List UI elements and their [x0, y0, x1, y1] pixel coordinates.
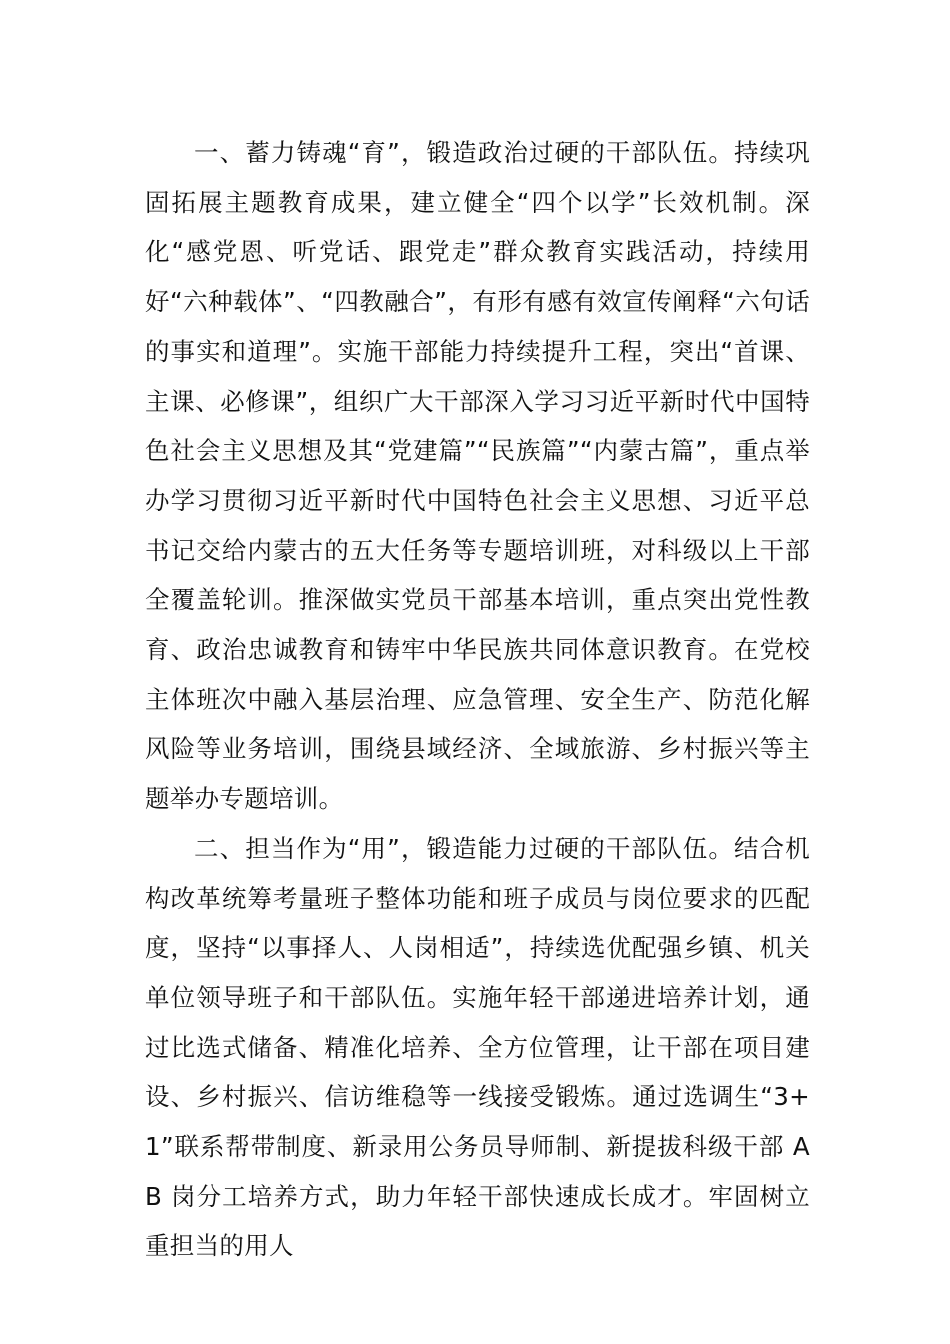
document-body — [145, 128, 810, 1271]
paragraph-appointment: 二、担当作为“用”，锻造能力过硬的干部队伍。结合机构改革统筹考量班子整体功能和班子成员与岗位要求的匹配度，坚持“以事择人、人岗相适”，持续选优配强乡镇、机关单位领导班子和干部队伍。实施年轻干部递进培养计划，通过比选式储备、精准化培养、全方位管理，让干部在项目建设、乡村振兴、信访维稳等一线接受锻炼。通过选调生“3+1”联系帮带制度、新录用公务员导师制、新提拔科级干部 AB 岗分工培养方式，助力年轻干部快速成长成才。牢固树立重担当的用人 — [145, 833, 810, 1261]
paragraph-cultivation: 一、蓄力铸魂“育”，锻造政治过硬的干部队伍。持续巩固拓展主题教育成果，建立健全“四个以学”长效机制。深化“感党恩、听党话、跟党走”群众教育实践活动，持续用好“六种载体”、“四教融合”，有形有感有效宣传阐释“六句话的事实和道理”。实施干部能力持续提升工程，突出“首课、主课、必修课”，组织广大干部深入学习习近平新时代中国特色社会主义思想及其“党建篇”“民族篇”“内蒙古篇”，重点举办学习贯彻习近平新时代中国特色社会主义思想、习近平总书记交给内蒙古的五大任务等专题培训班，对科级以上干部全覆盖轮训。推深做实党员干部基本培训，重点突出党性教育、政治忠诚教育和铸牢中华民族共同体意识教育。在党校主体班次中融入基层治理、应急管理、安全生产、防范化解风险等业务培训，围绕县域经济、全域旅游、乡村振兴等主题举办专题培训。 — [145, 138, 810, 814]
